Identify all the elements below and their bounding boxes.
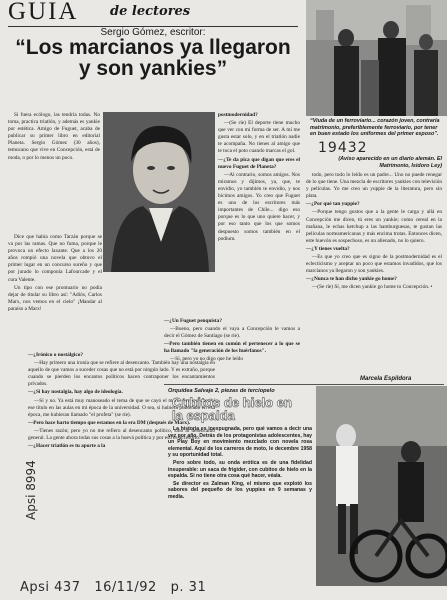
handwritten-bottom-note: Apsi 437 16/11/92 p. 31 bbox=[20, 580, 207, 595]
article-column-3 bbox=[306, 172, 442, 293]
handwritten-left-margin: Apsi 8994 bbox=[24, 460, 38, 520]
sidebar-paragraph: Se director es Zalman King, el mismo que explotó los sabores del pequeño de los yuppies en 9 semanas y media. bbox=[168, 480, 312, 500]
sidebar-title: Cubitos de hielo en la espalda bbox=[172, 395, 292, 423]
col1-paragraph: —Hay primero una ironía que se refiere al desencanto. También hay una nostalgia en aquello de que vamos a suceder cosas que no está por ningún lado. Y es extraño, porque cuando se pierden los encantos políticos hacen contraponer los encantamientos privados. bbox=[28, 360, 215, 388]
col3-paragraph: —Es que yo creo que es signo de la postmodernidad es el eclecticismo y aceptar un poco que estamos invadidos, que los marcianos ya llegaron y son yankies. bbox=[306, 254, 442, 275]
col3-paragraph: todo, pero todo lo leído es un padre... Uno no puede renegar de lo que tiene. Una mezcla de escritores yankies con televisión y películas. Yo me creo un yuppie de la literatura, pero sin plata. bbox=[306, 172, 442, 200]
sidebar-box bbox=[164, 386, 314, 586]
crowd-photo-image bbox=[306, 0, 447, 116]
article-headline: “Los marcianos ya llegaron y son yankies” bbox=[15, 36, 291, 80]
byline: Marcela Espildora bbox=[360, 376, 412, 382]
col2-paragraph: —Al contrario, somos amigos. Nos miramos y dijimos, ya, que, te envidio, yo también te envidio, y nos hicimos amigos. Yo creo que Fuguet es uno de los escritores más importantes de Chile... digo eso porque es lo que uno quiere hacer, y por eso tanto que los que somos despuesto somos también en el podium. bbox=[218, 171, 300, 242]
col3-paragraph: —Porque tengo gustos que a la gente le carga y allá en Concepción me dicen, tú eres un yankie; como cereal en la mañana, le echas ketchup a las hamburguesas, te gustan las películas norteamericanas y más encima trotas. Entonces dicen, este huevón es sospechoso, es un alienado, no lo quiero. bbox=[306, 209, 442, 244]
col1-paragraph: Si fuera ecólogo, las tendría todas. No toma, practica triatlón, y además es yankie por estética. Amigo de Fuguet, acaba de publicar su primer libro en editorial Planeta. Sergio Gómez (30 años), temucano que vive en Concepción, está de moda, o por lo menos un poco. bbox=[8, 112, 100, 161]
col1-paragraph: Dice que había como Tarzán porque se va por las ramas. Que no fuma, porque le provoca un efecto laxante. Que a los 20 años rompió una novela que obtuvo el primer lugar en un concurso sureño y que por jurado lo componía Lafourcade y el cura Valente. bbox=[8, 234, 102, 283]
motorcycle-photo bbox=[316, 386, 447, 586]
col2-paragraph: —(Se ríe) El deporte tiene mucho que ver con mi forma de ser. A mí me gusta estar solo, y en el triatlón nadie te acompaña. No tienes al amigo que te toca el poto cuando marcas el gol. bbox=[218, 120, 300, 155]
article-column-1 bbox=[8, 112, 100, 163]
top-photo-credit: (Aviso aparecido en un diario alemán. El Matrimonio, Isidoro Ley) bbox=[338, 156, 442, 169]
section-subtitle: de lectores bbox=[110, 4, 191, 19]
col1-question: —¿Si hay nostalgia, hay algo de ideología. bbox=[28, 389, 123, 396]
col3-question: —¿Por qué tan yuppie? bbox=[306, 201, 360, 208]
col2-question: postmodernidad? bbox=[218, 112, 258, 118]
sidebar-divider bbox=[164, 384, 444, 385]
sidebar-paragraph: La historia es inexpugnada, pero qué vamos a decir una vez por año. Detrás de los protagonistas adolescentes, hay un Play Boy en movimiento mezclado con novela rosa elemental. Aquí de los carreros de moto, le decembre 1958 y su oportunidad total. bbox=[168, 426, 312, 459]
col2-paragraph: —Sí, pero yo no digo que he leído bbox=[170, 356, 243, 363]
col1-question: —Pero hace harto tiempo que estamos en la era DM (después de Marx). bbox=[28, 419, 191, 426]
col2-question: —Pero también tienen en común el pertenecer a lo que se ha llamado "la generación de los huérfanos". bbox=[164, 341, 300, 355]
col2-paragraph: —Bueno, pero cuando el vaya a Concepción le vamos a decir el Gómez de Santiago (se ríe). bbox=[164, 326, 300, 340]
top-photo-caption: “Viuda de un ferroviario... corazón joven, contraría matrimonio, preferiblemente ferroviario, por tener en buen estado los uniformes del primer esposo”. bbox=[310, 118, 440, 137]
sidebar-body bbox=[168, 426, 312, 501]
col3-question: —¿Y tienes vuelta? bbox=[306, 245, 350, 252]
motorcycle-image bbox=[316, 386, 447, 586]
author-portrait-image bbox=[103, 112, 215, 272]
article-column-1b bbox=[8, 234, 102, 314]
sidebar-kicker: Orquídea Salvaje 2, piezas de terciopelo bbox=[168, 388, 275, 394]
top-right-photo bbox=[306, 0, 447, 116]
author-portrait-photo bbox=[103, 112, 215, 272]
col1-paragraph: Un tipo con ese prontuario no podía dejar de titular su libro así: "Adiós, Carlos Marx, nos vemos en el cielo" ¡Mandar al paraíso a Marx! bbox=[8, 284, 102, 312]
col1-question: —¿Hacer triatlón es tu aporte a la bbox=[28, 443, 106, 450]
col2-question: —¿Te da pica que digan que eres el nuevo Fuguet de Planeta? bbox=[218, 156, 300, 170]
section-title: GUIA bbox=[8, 0, 79, 25]
sidebar-paragraph: Pero sobre todo, su onda erótica es de una fidelidad insuperable: un saca de frigider, con cubitos de hielo en la espalda. Si no tiene otra cosa qué hacer, véala. bbox=[168, 459, 312, 480]
article-column-2b bbox=[164, 318, 300, 365]
col3-question: —¿Nunca te han dicho yankie go home? bbox=[306, 276, 397, 283]
article-column-2 bbox=[218, 112, 300, 244]
col1-question: —¿Irónico o nostálgico? bbox=[28, 352, 84, 358]
col1-paragraph: —Sí y no. Ya está muy manoseado el tema de que se cayó el muro. Pero yo escribí ese título en las aulas en mi época de la universidad. O sea, si hubiera publicado en esa época, me hubieran llamado "el profeta" (se ríe). bbox=[28, 397, 215, 418]
col2-question: —¿Un Fuguet penquista? bbox=[164, 318, 222, 324]
col3-paragraph: —(Se ríe) Sí, me dicen yankie go home to Concepción. • bbox=[312, 284, 433, 291]
col1-paragraph: —Tienes razón; pero yo no me refiero al desencanto político, sino al desencanto general. La gente ahora todas sus cosas a la huevá política y por eso es accesorio. bbox=[28, 427, 215, 442]
article-subtitle: Sergio Gómez, escritor: bbox=[100, 27, 206, 38]
archive-code-handwritten: 19432 bbox=[318, 140, 368, 156]
